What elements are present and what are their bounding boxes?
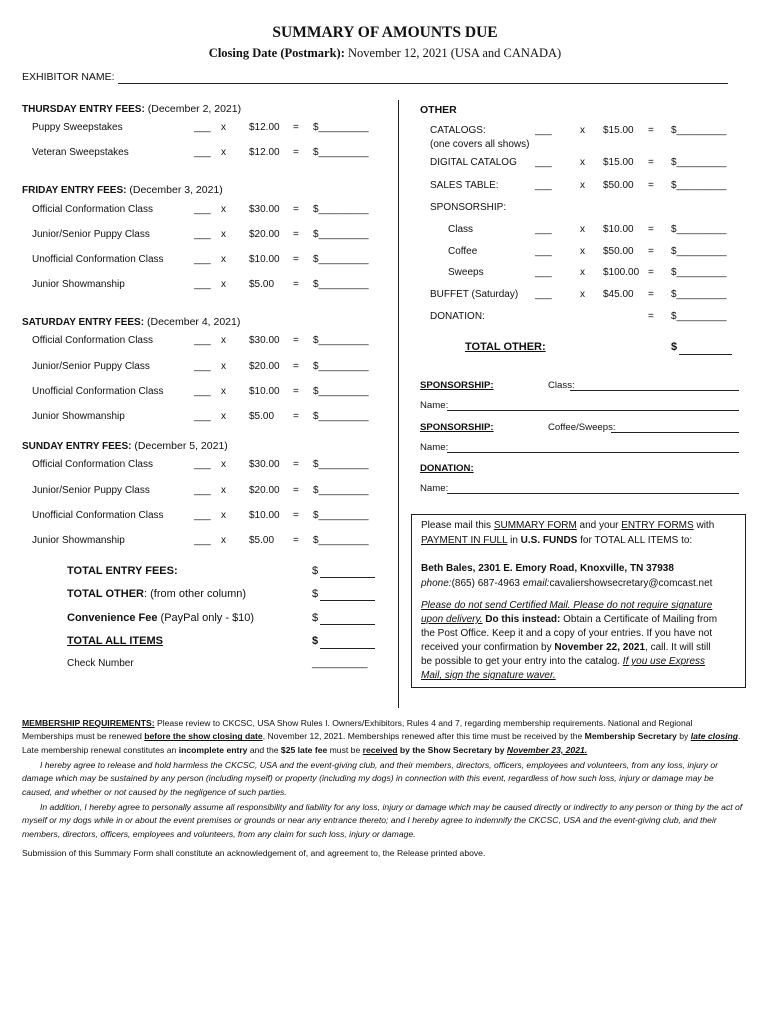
saturday-fee-price: $10.00 [249,386,280,397]
sunday-fee-amount[interactable]: $_________ [313,535,369,546]
contact-line [421,578,712,589]
closing-date [0,46,770,61]
sunday-fee-price: $20.00 [249,485,280,496]
catalogs-qty[interactable]: ___ [535,125,552,136]
friday-fee-times: x [221,254,226,265]
sunday-fee-qty[interactable]: ___ [194,510,211,521]
membership-text: by [676,731,691,742]
friday-fee-amount[interactable]: $_________ [313,229,369,240]
note-line-3: the Post Office. Keep it and a copy of your entries. If you have not [421,628,713,639]
sponsor-class-field-label: Class: [548,380,575,391]
friday-heading-label: FRIDAY ENTRY FEES: [22,185,127,196]
phone-value: (865) 687-4963 [451,578,523,589]
other-heading: OTHER [420,104,457,116]
sponsor-sweeps-label: Sweeps [448,267,484,278]
mail-text: with [693,520,715,531]
saturday-fee-equals: = [293,361,299,372]
friday-fee-qty[interactable]: ___ [194,279,211,290]
digital-catalog-qty[interactable]: ___ [535,157,552,168]
note-line-6: Mail, sign the signature waver. [421,670,556,681]
note-text: Obtain a Certificate of Mailing from [560,614,718,625]
total-other-right-dollar: $ [671,341,678,353]
note-text: received your confirmation by [421,642,555,653]
submission-statement: Submission of this Summary Form shall constitute an acknowledgement of, and agreement to, the Release printed above. [22,848,486,858]
thursday-fee-amount[interactable]: $_________ [313,147,369,158]
note-line-4 [421,642,711,653]
membership-text: Please review to CKCSC, USA Show Rules I. Owners/Exhibitors, Rules 4 and 7, regarding membership requirements. National and Regional Memberships must be renewed [22,718,693,742]
catalogs-equals: = [648,125,654,136]
membership-text-emph: incomplete entry [178,744,248,755]
saturday-fee-times: x [221,411,226,422]
sunday-fee-price: $30.00 [249,459,280,470]
closing-date-value: November 12, 2021 (USA and CANADA) [348,46,562,60]
membership-requirements [22,717,744,757]
friday-fee-times: x [221,204,226,215]
friday-fee-equals: = [293,279,299,290]
note-line-1: Please do not send Certified Mail. Please do not require signature [421,600,713,611]
saturday-fee-equals: = [293,411,299,422]
sales-table-price: $50.00 [603,180,634,191]
friday-heading-date: (December 3, 2021) [129,184,223,196]
sponsor-name-field-1[interactable] [447,410,739,411]
sunday-fee-label: Official Conformation Class [32,459,153,470]
saturday-fee-label: Official Conformation Class [32,335,153,346]
sunday-fee-amount[interactable]: $_________ [313,485,369,496]
total-other-label-bold: TOTAL OTHER [67,588,144,600]
friday-fee-price: $20.00 [249,229,280,240]
thursday-fee-times: x [221,122,226,133]
friday-fee-label: Unofficial Conformation Class [32,254,164,265]
buffet-amount[interactable]: $_________ [671,289,727,300]
donation-equals: = [648,311,654,322]
confirmation-date: November 22, 2021 [554,642,646,653]
sales-table-equals: = [648,180,654,191]
sunday-fee-label: Junior Showmanship [32,535,125,546]
thursday-fee-amount[interactable]: $_________ [313,122,369,133]
catalogs-note: (one covers all shows) [430,139,530,150]
summary-form-text: SUMMARY FORM [493,520,577,531]
sunday-fee-times: x [221,459,226,470]
convenience-fee-dollar: $ [312,612,319,624]
release-paragraph-1: I hereby agree to release and hold harmless the CKCSC, USA and the event-giving club, and their members, directors, officers, employees and volunteers, from any loss, injury or damage which may be sustained by any person (including myself) or property (including my dogs) in connection with this event, regardless of how such loss, injury or damage may be caused, and whether or not caused by the negligence of such parties. [22,760,718,797]
sponsor-class-qty[interactable]: ___ [535,224,552,235]
sunday-fee-qty[interactable]: ___ [194,459,211,470]
sponsor-class-field[interactable] [570,390,739,391]
membership-text-emph: $25 late fee [280,744,328,755]
saturday-fee-times: x [221,361,226,372]
saturday-heading-label: SATURDAY ENTRY FEES: [22,317,145,328]
sponsor-class-label: Class [448,224,474,235]
entry-forms-text: ENTRY FORMS [621,520,694,531]
membership-text-emph: by the Show Secretary by [397,744,507,755]
upon-delivery-text: upon delivery. [421,614,483,625]
sales-table-label: SALES TABLE: [430,180,499,191]
saturday-fee-label: Junior/Senior Puppy Class [32,361,150,372]
note-line-5 [421,656,705,667]
sponsor-sweeps-equals: = [648,267,654,278]
thursday-fee-price: $12.00 [249,122,280,133]
sponsor-coffee-equals: = [648,246,654,257]
exhibitor-name-field[interactable] [118,83,728,84]
sponsor-name-label-1: Name: [420,400,449,411]
catalogs-amount[interactable]: $_________ [671,125,727,136]
membership-text-emph: Membership Secretary [584,731,677,742]
phone-label: phone: [421,578,452,589]
saturday-fee-qty[interactable]: ___ [194,361,211,372]
friday-fee-times: x [221,229,226,240]
sponsor-class-amount[interactable]: $_________ [671,224,727,235]
friday-fee-equals: = [293,229,299,240]
saturday-fee-amount[interactable]: $_________ [313,335,369,346]
saturday-fee-price: $20.00 [249,361,280,372]
membership-text-emph: before the show closing date [144,731,263,742]
convenience-fee-field[interactable] [320,624,375,625]
digital-catalog-amount[interactable]: $_________ [671,157,727,168]
sales-table-qty[interactable]: ___ [535,180,552,191]
friday-fee-qty[interactable]: ___ [194,254,211,265]
donation-amount[interactable]: $_________ [671,311,727,322]
us-funds-text: U.S. FUNDS [520,535,578,546]
friday-fee-qty[interactable]: ___ [194,204,211,215]
membership-text: . Late membership renewal constitutes an [22,731,741,755]
saturday-fee-equals: = [293,386,299,397]
friday-fee-equals: = [293,204,299,215]
mail-text: and your [576,520,622,531]
sunday-fee-amount[interactable]: $_________ [313,459,369,470]
thursday-fee-equals: = [293,147,299,158]
friday-fee-amount[interactable]: $_________ [313,254,369,265]
saturday-fee-label: Junior Showmanship [32,411,125,422]
sponsor-coffee-field[interactable] [611,432,739,433]
donation-form-label: DONATION: [420,463,474,474]
membership-label: MEMBERSHIP REQUIREMENTS: [22,718,155,728]
buffet-qty[interactable]: ___ [535,289,552,300]
friday-fee-label: Official Conformation Class [32,204,153,215]
saturday-fee-times: x [221,386,226,397]
note-line-2 [421,614,717,625]
column-divider [398,100,399,708]
page-title: SUMMARY OF AMOUNTS DUE [272,24,498,41]
sunday-fee-amount[interactable]: $_________ [313,510,369,521]
thursday-fee-times: x [221,147,226,158]
sales-table-times: x [580,180,585,191]
catalogs-label: CATALOGS: [430,125,486,136]
total-other-field[interactable] [320,600,375,601]
friday-fee-equals: = [293,254,299,265]
membership-text-emph: November 23, 2021. [506,744,588,755]
thursday-fee-qty[interactable]: ___ [194,147,211,158]
thursday-heading-date: (December 2, 2021) [147,103,242,115]
sponsor-coffee-qty[interactable]: ___ [535,246,552,257]
sunday-heading-label: SUNDAY ENTRY FEES: [22,441,132,452]
total-entry-fees-dollar: $ [312,565,319,577]
check-number-label: Check Number [67,658,134,669]
membership-text: and the [247,744,281,755]
mailing-address: Beth Bales, 2301 E. Emory Road, Knoxville, TN 37938 [421,563,674,574]
sponsor-coffee-field-label: Coffee/Sweeps: [548,422,616,433]
sunday-fee-price: $10.00 [249,510,280,521]
sponsor-sweeps-amount[interactable]: $_________ [671,267,727,278]
buffet-label: BUFFET (Saturday) [430,289,519,300]
mail-text: in [507,535,521,546]
sponsorship-form-label-2: SPONSORSHIP: [420,422,494,433]
sunday-fee-equals: = [293,459,299,470]
thursday-fee-price: $12.00 [249,147,280,158]
sponsorship-form-label-1: SPONSORSHIP: [420,380,494,391]
sunday-fee-qty[interactable]: ___ [194,535,211,546]
saturday-fee-qty[interactable]: ___ [194,386,211,397]
exhibitor-name-label: EXHIBITOR NAME: [22,71,115,83]
closing-date-label: Closing Date (Postmark): [208,46,345,60]
donation-name-field[interactable] [447,493,739,494]
saturday-fee-amount[interactable]: $_________ [313,361,369,372]
convenience-fee-label-bold: Convenience Fee [67,612,158,624]
total-entry-fees-field[interactable] [320,577,375,578]
convenience-fee-label [67,612,254,624]
friday-fee-amount[interactable]: $_________ [313,204,369,215]
sales-table-amount[interactable]: $_________ [671,180,727,191]
sponsor-sweeps-times: x [580,267,585,278]
sunday-fee-equals: = [293,510,299,521]
email-label: email: [522,578,550,589]
sponsorship-label: SPONSORSHIP: [430,202,507,213]
saturday-fee-times: x [221,335,226,346]
total-all-items-field[interactable] [320,648,375,649]
membership-text: , November 12, 2021. Memberships renewed after this time must be received by the [262,731,585,742]
sponsor-class-price: $10.00 [603,224,634,235]
total-other-right-field[interactable] [679,354,732,355]
saturday-fee-qty[interactable]: ___ [194,411,211,422]
total-entry-fees-label: TOTAL ENTRY FEES: [67,565,178,577]
thursday-fee-equals: = [293,122,299,133]
thursday-heading-label: THURSDAY ENTRY FEES: [22,104,145,115]
mail-text: for TOTAL ALL ITEMS to: [577,535,693,546]
saturday-fee-amount[interactable]: $_________ [313,411,369,422]
total-other-dollar: $ [312,588,319,600]
friday-fee-price: $5.00 [249,279,275,290]
sponsor-class-equals: = [648,224,654,235]
sunday-fee-label: Unofficial Conformation Class [32,510,164,521]
saturday-fee-price: $5.00 [249,411,275,422]
sponsor-sweeps-price: $100.00 [603,267,640,278]
sponsor-coffee-times: x [580,246,585,257]
convenience-fee-label-rest: (PayPal only - $10) [157,612,255,624]
sponsor-name-label-2: Name: [420,442,449,453]
friday-heading [22,184,223,196]
saturday-heading-date: (December 4, 2021) [146,316,241,328]
friday-fee-amount[interactable]: $_________ [313,279,369,290]
sponsor-sweeps-qty[interactable]: ___ [535,267,552,278]
total-all-items-label: TOTAL ALL ITEMS [67,635,163,647]
sunday-heading [22,440,228,452]
sponsor-name-field-2[interactable] [447,452,739,453]
mail-line-1 [421,520,714,531]
do-this-instead-text: Do this instead: [482,614,561,625]
thursday-fee-label: Veteran Sweepstakes [32,147,129,158]
sponsor-class-times: x [580,224,585,235]
check-number-field[interactable]: __________ [312,658,368,669]
note-text: , call. It will still [645,642,711,653]
friday-fee-label: Junior/Senior Puppy Class [32,229,150,240]
buffet-equals: = [648,289,654,300]
membership-text-emph: received [362,744,398,755]
friday-fee-times: x [221,279,226,290]
total-other-right-label: TOTAL OTHER: [465,341,546,353]
sunday-fee-equals: = [293,485,299,496]
total-other-label [67,588,246,600]
email-value: cavaliershowsecretary@comcast.net [549,578,713,589]
total-all-items-dollar: $ [312,635,319,647]
digital-catalog-equals: = [648,157,654,168]
saturday-fee-label: Unofficial Conformation Class [32,386,164,397]
thursday-fee-label: Puppy Sweepstakes [32,122,123,133]
friday-fee-qty[interactable]: ___ [194,229,211,240]
donation-label: DONATION: [430,311,485,322]
sunday-fee-times: x [221,485,226,496]
digital-catalog-times: x [580,157,585,168]
thursday-fee-qty[interactable]: ___ [194,122,211,133]
sponsor-coffee-price: $50.00 [603,246,634,257]
saturday-fee-amount[interactable]: $_________ [313,386,369,397]
membership-text-emph: late closing [690,731,738,742]
sunday-heading-date: (December 5, 2021) [134,440,228,452]
sponsor-coffee-label: Coffee [448,246,478,257]
release-paragraph-2: In addition, I hereby agree to personally assume all responsibility and liability for any loss, injury or damage which may be caused directly or indirectly to any person or thing by the act of myself or my dogs while in or about the event premises or grounds or near any entrance thereto; and I hereby agree to indemnify the CKCSC, USA and the event-giving club, and their members, directors, officers, employees and volunteers, from any claim for such loss, injury or damage. [22,802,743,839]
sunday-fee-times: x [221,535,226,546]
payment-in-full-text: PAYMENT IN FULL [421,535,508,546]
express-mail-text: If you use Express [622,656,706,667]
sponsor-coffee-amount[interactable]: $_________ [671,246,727,257]
friday-fee-label: Junior Showmanship [32,279,125,290]
saturday-fee-qty[interactable]: ___ [194,335,211,346]
sunday-fee-equals: = [293,535,299,546]
thursday-heading [22,103,241,115]
donation-name-label: Name: [420,483,449,494]
sunday-fee-times: x [221,510,226,521]
friday-fee-price: $10.00 [249,254,280,265]
saturday-fee-equals: = [293,335,299,346]
saturday-fee-price: $30.00 [249,335,280,346]
buffet-price: $45.00 [603,289,634,300]
sunday-fee-label: Junior/Senior Puppy Class [32,485,150,496]
sunday-fee-price: $5.00 [249,535,275,546]
digital-catalog-price: $15.00 [603,157,634,168]
catalogs-times: x [580,125,585,136]
buffet-times: x [580,289,585,300]
friday-fee-price: $30.00 [249,204,280,215]
digital-catalog-label: DIGITAL CATALOG [430,157,517,168]
sunday-fee-qty[interactable]: ___ [194,485,211,496]
catalogs-price: $15.00 [603,125,634,136]
total-other-label-rest: : (from other column) [144,588,247,600]
membership-text: must be [327,744,363,755]
saturday-heading [22,316,240,328]
mail-text: Please mail this [421,520,494,531]
note-text: be possible to get your entry into the catalog. [421,656,623,667]
mail-line-2 [421,535,692,546]
